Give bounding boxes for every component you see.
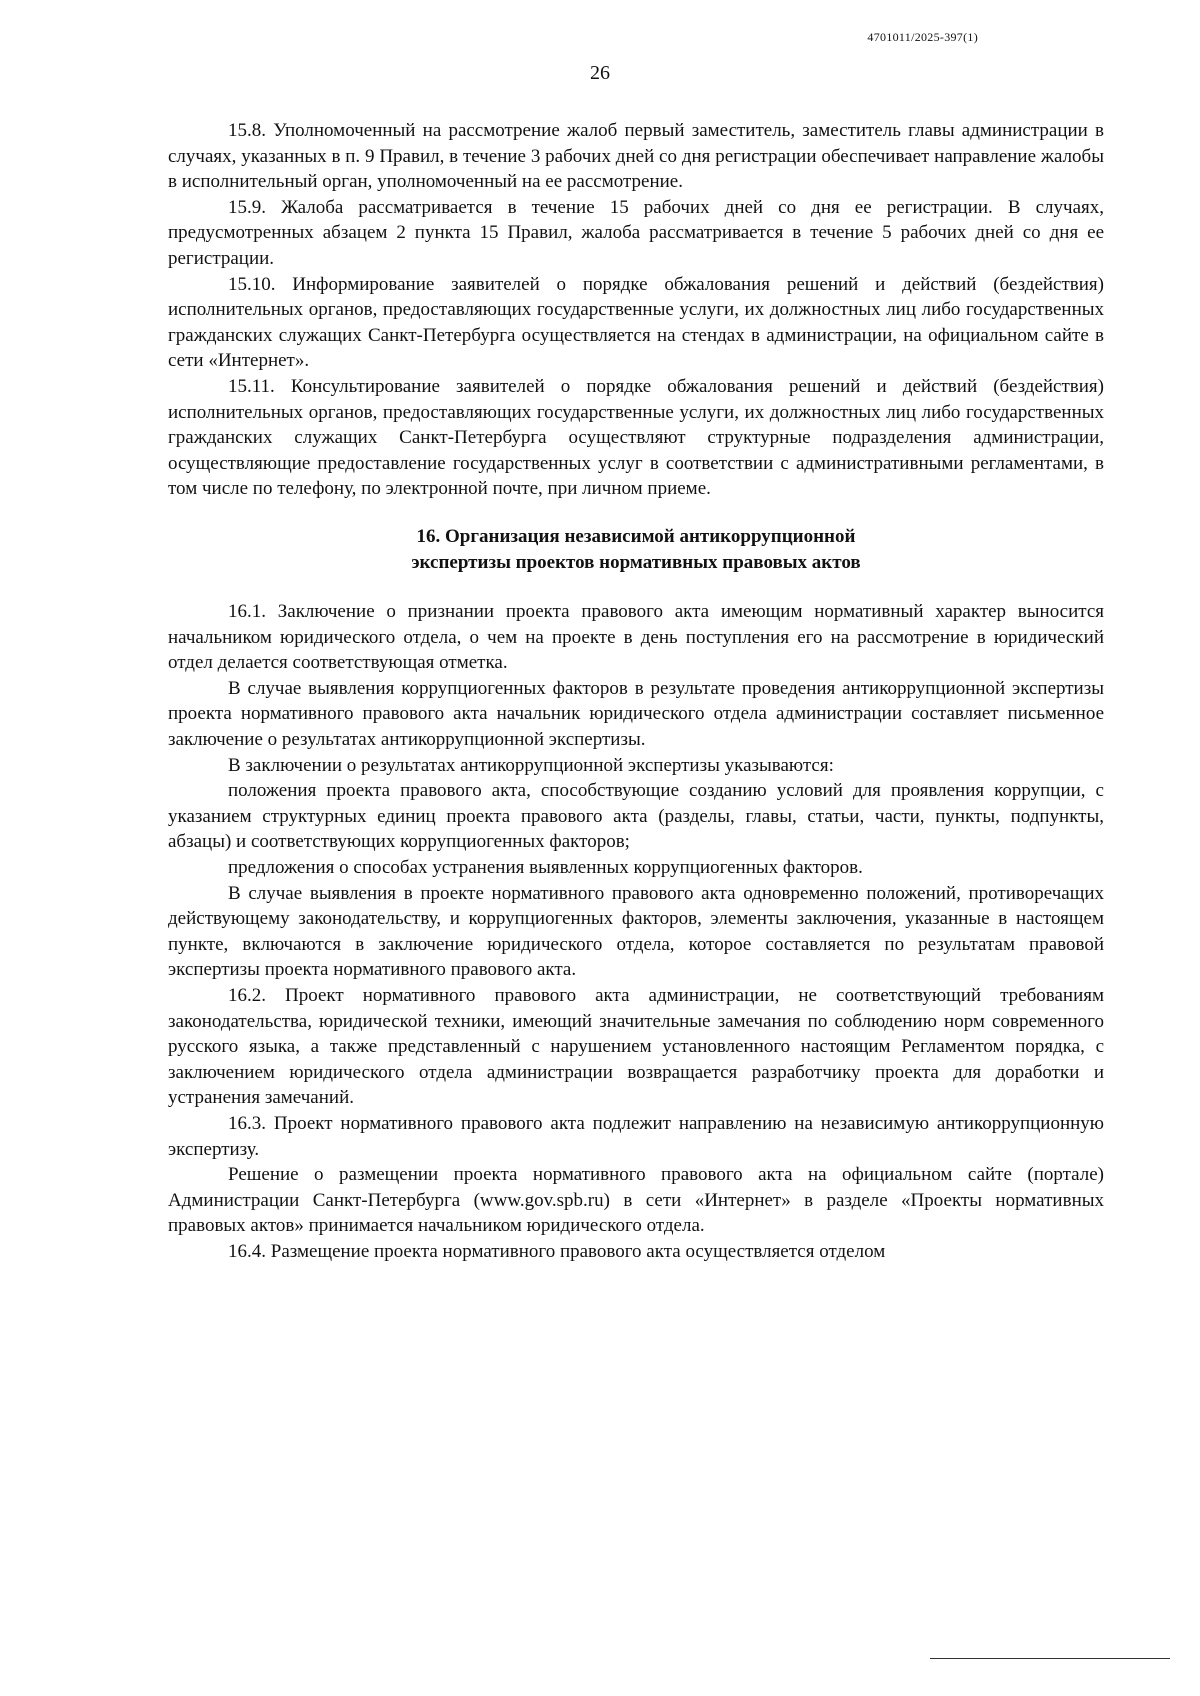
paragraph-15-8: 15.8. Уполномоченный на рассмотрение жалоб первый заместитель, заместитель главы администрации в случаях, указанных в п. 9 Правил, в течение 3 рабочих дней со дня регистрации обеспечивает направление жалобы в исполнительный орган, уполномоченный на ее рассмотрение. xyxy=(168,120,1104,193)
paragraph-16-3: 16.3. Проект нормативного правового акта подлежит направлению на независимую антикоррупционную экспертизу. xyxy=(168,1112,1104,1160)
paragraph-provisions: положения проекта правового акта, способствующие созданию условий для проявления коррупции, с указанием структурных единиц проекта правового акта (разделы, главы, статьи, части, пункты, подпункты, абзацы) и соответствующих коррупциогенных факторов; xyxy=(168,780,1104,853)
paragraph-corruption-factors: В случае выявления коррупциогенных факторов в результате проведения антикоррупционной экспертизы проекта нормативного правового акта начальник юридического отдела администрации составляет письменное заключение о результатах антикоррупционной экспертизы. xyxy=(168,677,1104,751)
paragraph-15-11: 15.11. Консультирование заявителей о порядке обжалования решений и действий (бездействия) исполнительных органов, предоставляющих государственные услуги, их должностных лиц либо государственных гражданских служащих Санкт-Петербурга осуществляют структурные подразделения администрации, осуществляющие предоставление государственных услуг в соответствии с административными регламентами, в том числе по телефону, по электронной почте, при личном приеме. xyxy=(168,375,1104,500)
paragraph-conclusion-contents: В заключении о результатах антикоррупционной экспертизы указываются: xyxy=(228,754,834,776)
paragraph-placement-decision: Решение о размещении проекта нормативного правового акта на официальном сайте (портале) Администрации Санкт-Петербурга (www.gov.spb.ru) в сети «Интернет» в разделе «Проекты нормативных правовых актов» принимается начальником юридического отдела. xyxy=(168,1164,1104,1237)
document-id: 4701011/2025-397(1) xyxy=(867,30,978,44)
paragraph-simultaneous-detection: В случае выявления в проекте нормативного правового акта одновременно положений, противоречащих действующему законодательству, и коррупциогенных факторов, элементы заключения, указанные в настоящем пункте, включаются в заключение юридического отдела, которое составляется по результатам правовой экспертизы проекта нормативного правового акта. xyxy=(168,882,1104,981)
paragraph-15-10: 15.10. Информирование заявителей о порядке обжалования решений и действий (бездействия) исполнительных органов, предоставляющих государственные услуги, их должностных лиц либо государственных гражданских служащих Санкт-Петербурга осуществляется на стендах в администрации, на официальном сайте в сети «Интернет». xyxy=(168,273,1104,372)
footer-rule xyxy=(930,1658,1170,1659)
section-heading-line-1: 16. Организация независимой антикоррупционной xyxy=(416,525,856,547)
paragraph-proposals: предложения о способах устранения выявленных коррупциогенных факторов. xyxy=(228,857,863,879)
paragraph-15-9: 15.9. Жалоба рассматривается в течение 15 рабочих дней со дня ее регистрации. В случаях, предусмотренных абзацем 2 пункта 15 Правил, жалоба рассматривается в течение 5 рабочих дней со дня ее регистрации. xyxy=(168,196,1104,269)
section-heading-line-2: экспертизы проектов нормативных правовых актов xyxy=(411,551,861,573)
page-number: 26 xyxy=(590,62,610,84)
paragraph-16-4: 16.4. Размещение проекта нормативного правового акта осуществляется отделом xyxy=(228,1240,886,1262)
document-body xyxy=(168,118,1104,1265)
paragraph-16-2: 16.2. Проект нормативного правового акта администрации, не соответствующий требованиям законодательства, юридической техники, имеющий значительные замечания по соблюдению норм современного русского языка, а также представленный с нарушением установленного настоящим Регламентом порядка, с заключением юридического отдела администрации возвращается разработчику проекта для доработки и устранения замечаний. xyxy=(168,985,1104,1109)
paragraph-16-1: 16.1. Заключение о признании проекта правового акта имеющим нормативный характер выносится начальником юридического отдела, о чем на проекте в день поступления его на рассмотрение в юридический отдел делается соответствующая отметка. xyxy=(168,601,1104,674)
section-heading xyxy=(168,524,1104,575)
